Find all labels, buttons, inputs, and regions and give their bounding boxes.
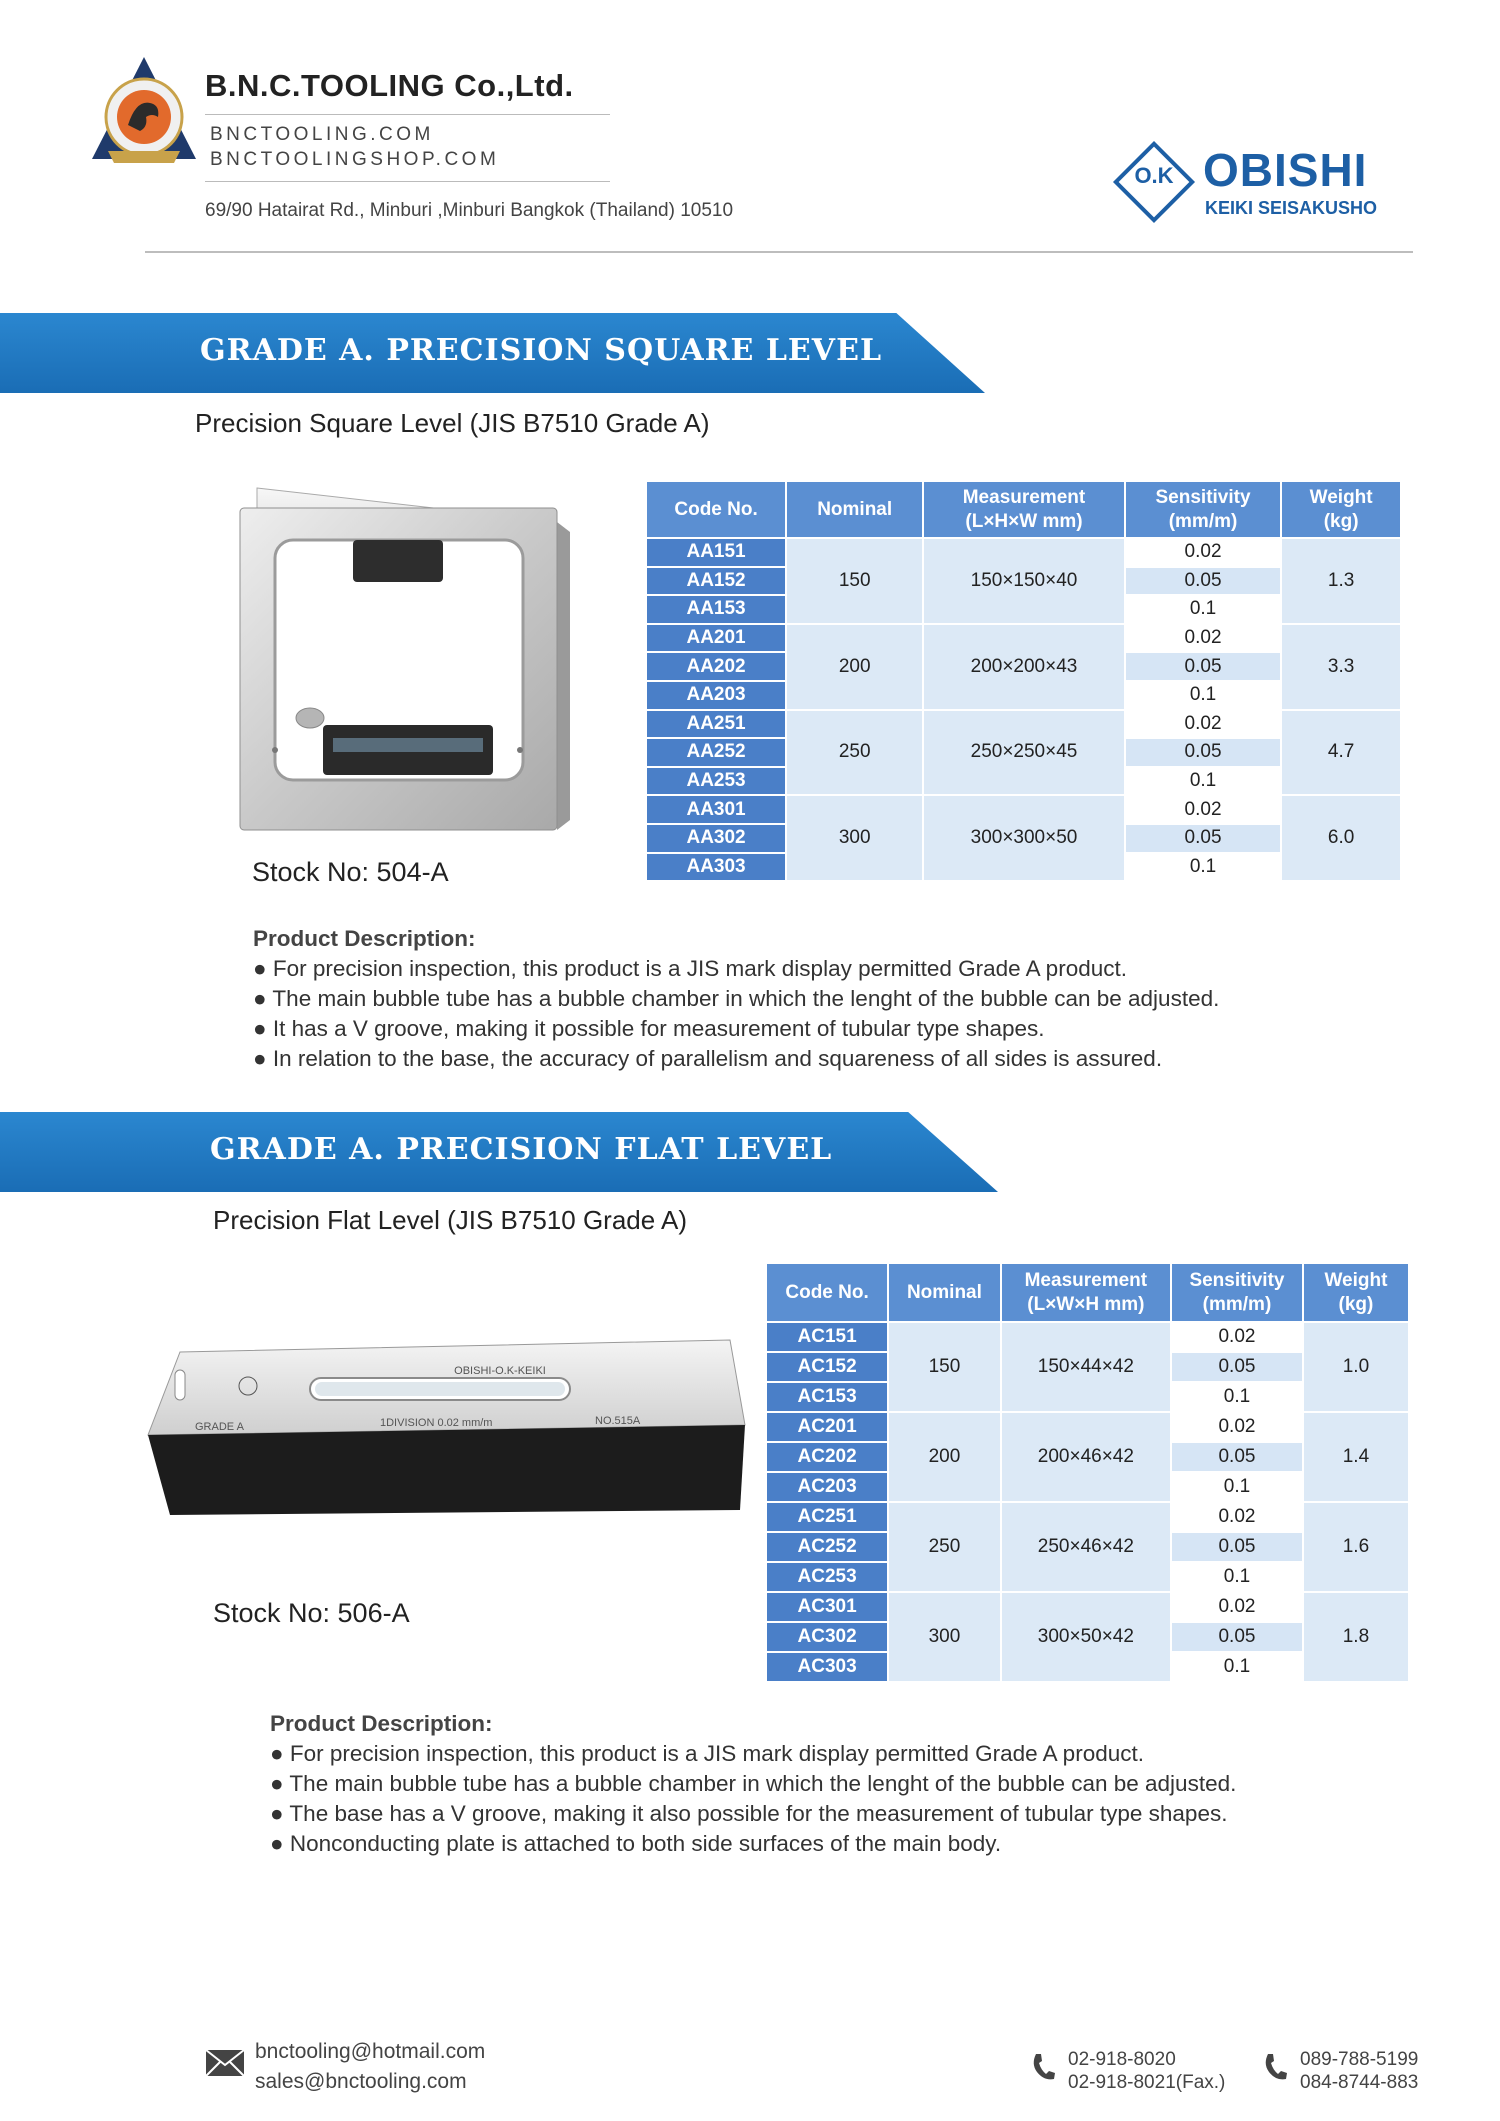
col-header-measurement bbox=[1001, 1263, 1171, 1322]
sensitivity-cell: 0.05 bbox=[1125, 738, 1282, 767]
code-cell: AC203 bbox=[766, 1472, 888, 1502]
nominal-cell: 300 bbox=[786, 795, 923, 881]
weight-cell: 1.6 bbox=[1303, 1502, 1409, 1592]
code-cell: AC251 bbox=[766, 1502, 888, 1532]
code-cell: AA201 bbox=[646, 624, 786, 653]
nominal-cell: 200 bbox=[888, 1412, 1001, 1502]
description-item: ● The base has a V groove, making it also possible for the measurement of tubular type shapes. bbox=[270, 1801, 1228, 1826]
code-cell: AA203 bbox=[646, 681, 786, 710]
phone-icon bbox=[1030, 2052, 1056, 2082]
code-cell: AA251 bbox=[646, 710, 786, 739]
nominal-cell: 200 bbox=[786, 624, 923, 710]
stock-number: Stock No: 504-A bbox=[252, 857, 449, 887]
weight-unit: (kg) bbox=[1323, 510, 1359, 532]
product-description bbox=[253, 924, 1219, 1074]
code-cell: AA202 bbox=[646, 652, 786, 681]
table-row bbox=[766, 1502, 1409, 1532]
fax-number: 02-918-8021(Fax.) bbox=[1068, 2072, 1226, 2093]
mobile-number[interactable]: 089-788-5199 bbox=[1300, 2049, 1419, 2070]
code-cell: AC253 bbox=[766, 1562, 888, 1592]
measurement-cell: 250×250×45 bbox=[923, 710, 1125, 796]
description-item: ● For precision inspection, this product is a JIS mark display permitted Grade A product. bbox=[253, 956, 1127, 981]
measurement-cell: 150×44×42 bbox=[1001, 1322, 1171, 1412]
sensitivity-cell: 0.05 bbox=[1125, 824, 1282, 853]
code-cell: AA253 bbox=[646, 767, 786, 796]
sensitivity-cell: 0.05 bbox=[1171, 1622, 1303, 1652]
sensitivity-cell: 0.05 bbox=[1171, 1352, 1303, 1382]
weight-label: Weight bbox=[1309, 486, 1373, 508]
stock-number: Stock No: 506-A bbox=[213, 1598, 410, 1628]
measurement-cell: 300×300×50 bbox=[923, 795, 1125, 881]
flat-level-image bbox=[140, 1330, 755, 1515]
weight-label: Weight bbox=[1324, 1269, 1388, 1291]
section-title: GRADE A. PRECISION SQUARE LEVEL bbox=[200, 333, 883, 368]
company-logo bbox=[88, 55, 200, 167]
weight-cell: 1.0 bbox=[1303, 1322, 1409, 1412]
sensitivity-cell: 0.1 bbox=[1125, 595, 1282, 624]
measurement-cell: 250×46×42 bbox=[1001, 1502, 1171, 1592]
col-header-weight bbox=[1303, 1263, 1409, 1322]
description-item: ● Nonconducting plate is attached to both side surfaces of the main body. bbox=[270, 1831, 1002, 1856]
table-row bbox=[766, 1592, 1409, 1622]
measurement-unit: (L×W×H mm) bbox=[1027, 1293, 1145, 1315]
sensitivity-cell: 0.05 bbox=[1171, 1442, 1303, 1472]
code-cell: AA302 bbox=[646, 824, 786, 853]
sensitivity-cell: 0.1 bbox=[1171, 1472, 1303, 1502]
sensitivity-unit: (mm/m) bbox=[1202, 1293, 1272, 1315]
table-row bbox=[646, 795, 1401, 824]
code-cell: AC302 bbox=[766, 1622, 888, 1652]
sensitivity-cell: 0.1 bbox=[1125, 767, 1282, 796]
sensitivity-cell: 0.02 bbox=[1171, 1322, 1303, 1352]
flat-level-division-text: 1DIVISION 0.02 mm/m bbox=[380, 1417, 493, 1429]
description-item: ● For precision inspection, this product is a JIS mark display permitted Grade A product. bbox=[270, 1741, 1144, 1766]
weight-cell: 4.7 bbox=[1281, 710, 1401, 796]
sensitivity-cell: 0.02 bbox=[1171, 1592, 1303, 1622]
code-cell: AA153 bbox=[646, 595, 786, 624]
divider bbox=[205, 181, 610, 182]
code-cell: AA152 bbox=[646, 567, 786, 596]
code-cell: AC202 bbox=[766, 1442, 888, 1472]
spec-table-flat-level bbox=[765, 1262, 1410, 1683]
obishi-brand-logo bbox=[1115, 138, 1420, 228]
description-item: ● It has a V groove, making it possible for measurement of tubular type shapes. bbox=[253, 1016, 1045, 1041]
sensitivity-cell: 0.02 bbox=[1125, 795, 1282, 824]
section-banner-flat-level bbox=[0, 1112, 998, 1192]
mobile-number[interactable]: 084-8744-883 bbox=[1300, 2072, 1419, 2093]
measurement-unit: (L×H×W mm) bbox=[965, 510, 1083, 532]
table-row bbox=[646, 538, 1401, 567]
nominal-cell: 150 bbox=[888, 1322, 1001, 1412]
table-row bbox=[766, 1322, 1409, 1352]
email-link[interactable]: bnctooling@hotmail.com bbox=[255, 2040, 486, 2063]
divider bbox=[205, 114, 610, 115]
table-row bbox=[646, 710, 1401, 739]
product-description bbox=[270, 1709, 1236, 1859]
sensitivity-cell: 0.02 bbox=[1171, 1502, 1303, 1532]
sales-email-link[interactable]: sales@bnctooling.com bbox=[255, 2070, 467, 2093]
col-header-weight bbox=[1281, 481, 1401, 538]
phone-icon bbox=[1262, 2052, 1288, 2082]
square-level-image bbox=[235, 480, 580, 835]
flat-level-brand-text: OBISHI-O.K-KEIKI bbox=[454, 1365, 546, 1377]
brand-subtitle: KEIKI SEISAKUSHO bbox=[1205, 198, 1378, 218]
description-item: ● The main bubble tube has a bubble chamber in which the lenght of the bubble can be adjusted. bbox=[270, 1771, 1237, 1796]
section-subtitle: Precision Square Level (JIS B7510 Grade A) bbox=[195, 408, 710, 438]
sensitivity-label: Sensitivity bbox=[1189, 1269, 1285, 1291]
description-heading: Product Description: bbox=[270, 1711, 493, 1736]
sensitivity-cell: 0.05 bbox=[1125, 652, 1282, 681]
weight-unit: (kg) bbox=[1338, 1293, 1374, 1315]
code-cell: AA252 bbox=[646, 738, 786, 767]
phone-number[interactable]: 02-918-8020 bbox=[1068, 2049, 1176, 2070]
sensitivity-cell: 0.1 bbox=[1125, 681, 1282, 710]
measurement-cell: 300×50×42 bbox=[1001, 1592, 1171, 1682]
measurement-label: Measurement bbox=[1024, 1269, 1148, 1291]
section-title: GRADE A. PRECISION FLAT LEVEL bbox=[210, 1132, 833, 1167]
code-cell: AC301 bbox=[766, 1592, 888, 1622]
nominal-cell: 300 bbox=[888, 1592, 1001, 1682]
flat-level-grade-text: GRADE A bbox=[195, 1421, 244, 1433]
table-row bbox=[646, 624, 1401, 653]
weight-cell: 1.8 bbox=[1303, 1592, 1409, 1682]
sensitivity-cell: 0.02 bbox=[1125, 538, 1282, 567]
nominal-cell: 250 bbox=[888, 1502, 1001, 1592]
spec-table-square-level bbox=[645, 480, 1402, 882]
sensitivity-unit: (mm/m) bbox=[1168, 510, 1238, 532]
brand-name: OBISHI bbox=[1203, 144, 1368, 196]
flat-level-model-text: NO.515A bbox=[595, 1415, 641, 1427]
sensitivity-cell: 0.1 bbox=[1171, 1652, 1303, 1682]
weight-cell: 3.3 bbox=[1281, 624, 1401, 710]
sensitivity-cell: 0.1 bbox=[1125, 853, 1282, 882]
sensitivity-cell: 0.05 bbox=[1171, 1532, 1303, 1562]
code-cell: AC152 bbox=[766, 1352, 888, 1382]
weight-cell: 6.0 bbox=[1281, 795, 1401, 881]
sensitivity-cell: 0.02 bbox=[1171, 1412, 1303, 1442]
header-divider bbox=[145, 251, 1413, 253]
company-name: B.N.C.TOOLING Co.,Ltd. bbox=[205, 68, 574, 103]
col-header-nominal: Nominal bbox=[888, 1263, 1001, 1322]
measurement-cell: 150×150×40 bbox=[923, 538, 1125, 624]
col-header-code: Code No. bbox=[766, 1263, 888, 1322]
nominal-cell: 150 bbox=[786, 538, 923, 624]
code-cell: AC303 bbox=[766, 1652, 888, 1682]
col-header-nominal: Nominal bbox=[786, 481, 923, 538]
shop-website-link[interactable]: BNCTOOLINGSHOP.COM bbox=[210, 149, 500, 170]
col-header-sensitivity bbox=[1171, 1263, 1303, 1322]
description-item: ● The main bubble tube has a bubble chamber in which the lenght of the bubble can be adjusted. bbox=[253, 986, 1220, 1011]
code-cell: AC153 bbox=[766, 1382, 888, 1412]
sensitivity-cell: 0.1 bbox=[1171, 1382, 1303, 1412]
sensitivity-cell: 0.02 bbox=[1125, 624, 1282, 653]
page-header bbox=[0, 0, 1500, 260]
code-cell: AA301 bbox=[646, 795, 786, 824]
col-header-code: Code No. bbox=[646, 481, 786, 538]
description-item: ● In relation to the base, the accuracy of parallelism and squareness of all sides is assured. bbox=[253, 1046, 1163, 1071]
table-row bbox=[766, 1412, 1409, 1442]
sensitivity-cell: 0.05 bbox=[1125, 567, 1282, 596]
code-cell: AA151 bbox=[646, 538, 786, 567]
code-cell: AA303 bbox=[646, 853, 786, 882]
measurement-label: Measurement bbox=[962, 486, 1086, 508]
weight-cell: 1.3 bbox=[1281, 538, 1401, 624]
col-header-measurement bbox=[923, 481, 1125, 538]
brand-badge: O.K bbox=[1134, 163, 1174, 188]
nominal-cell: 250 bbox=[786, 710, 923, 796]
weight-cell: 1.4 bbox=[1303, 1412, 1409, 1502]
company-address: 69/90 Hatairat Rd., Minburi ,Minburi Bangkok (Thailand) 10510 bbox=[205, 200, 734, 221]
sensitivity-label: Sensitivity bbox=[1155, 486, 1251, 508]
col-header-sensitivity bbox=[1125, 481, 1282, 538]
section-banner-square-level bbox=[0, 313, 985, 393]
sensitivity-cell: 0.1 bbox=[1171, 1562, 1303, 1592]
code-cell: AC151 bbox=[766, 1322, 888, 1352]
sensitivity-cell: 0.02 bbox=[1125, 710, 1282, 739]
section-subtitle: Precision Flat Level (JIS B7510 Grade A) bbox=[213, 1205, 688, 1235]
measurement-cell: 200×200×43 bbox=[923, 624, 1125, 710]
website-link[interactable]: BNCTOOLING.COM bbox=[210, 124, 434, 145]
measurement-cell: 200×46×42 bbox=[1001, 1412, 1171, 1502]
code-cell: AC201 bbox=[766, 1412, 888, 1442]
mail-icon bbox=[205, 2049, 245, 2077]
description-heading: Product Description: bbox=[253, 926, 476, 951]
code-cell: AC252 bbox=[766, 1532, 888, 1562]
